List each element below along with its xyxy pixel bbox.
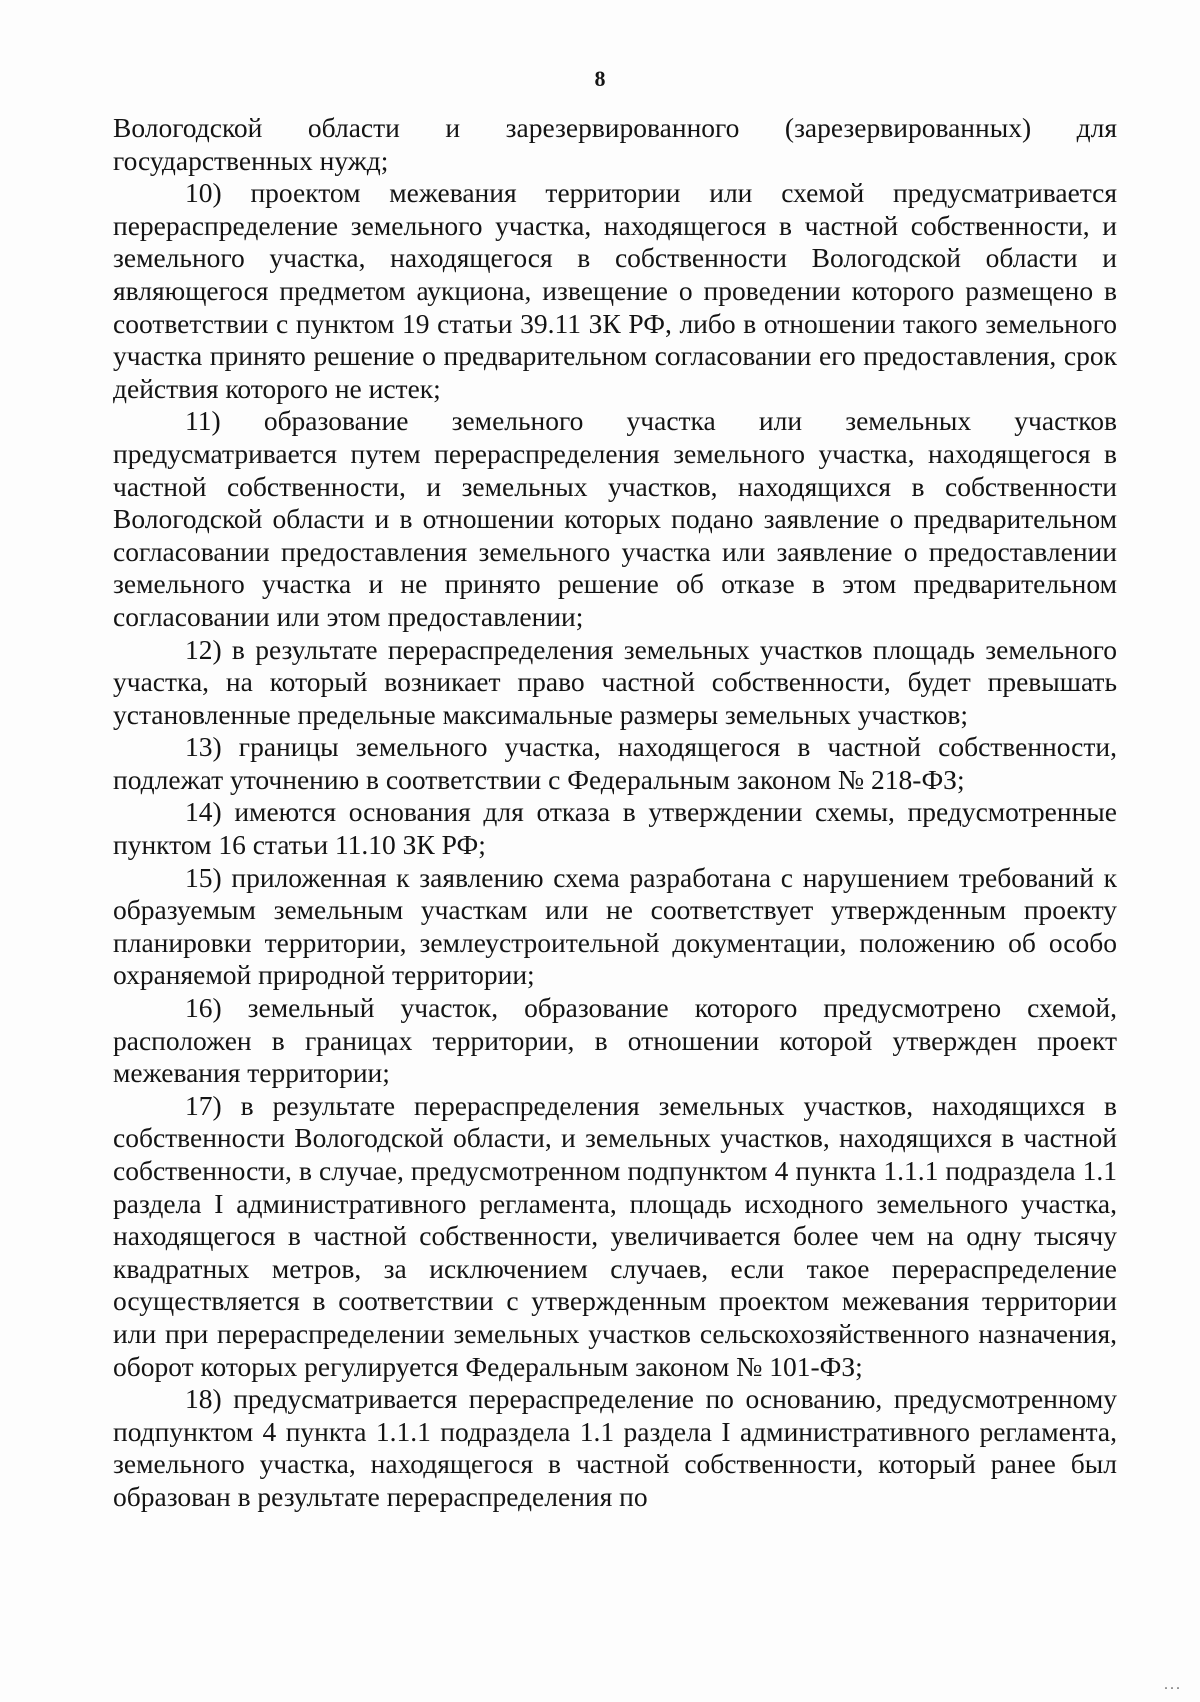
paragraph-item-11: 11) образование земельного участка или земельных участков предусматривается путем перераспределения земельного участка, находящегося в частной собственности, и земельных участков, находящихся в собственности Вологодской области и в отношении которых подано заявление о предварительном согласовании предоставления земельного участка или заявление о предоставлении земельного участка и не принято решение об отказе в этом предварительном согласовании или этом предоставлении; — [113, 405, 1117, 632]
page-number: 8 — [594, 66, 606, 91]
paragraph-item-17: 17) в результате перераспределения земельных участков, находящихся в собственности Вологодской области, и земельных участков, находящихся в частной собственности, в случае, предусмотренном подпунктом 4 пункта 1.1.1 подраздела 1.1 раздела I административного регламента, площадь исходного земельного участка, находящегося в частной собственности, увеличивается более чем на одну тысячу квадратных метров, за исключением случаев, если такое перераспределение осуществляется в соответствии с утвержденным проектом межевания территории или при перераспределении земельных участков сельскохозяйственного назначения, оборот которых регулируется Федеральным законом № 101-ФЗ; — [113, 1089, 1117, 1382]
paragraph-item-15: 15) приложенная к заявлению схема разработана с нарушением требований к образуемым земельным участкам или не соответствует утвержденным проекту планировки территории, землеустроительной документации, положению об особо охраняемой природной территории; — [113, 861, 1117, 991]
paragraph-item-18: 18) предусматривается перераспределение по основанию, предусмотренному подпунктом 4 пункта 1.1.1 подраздела 1.1 раздела I административного регламента, земельного участка, находящегося в частной собственности, который ранее был образован в результате перераспределения по — [113, 1383, 1117, 1512]
paragraph-item-12: 12) в результате перераспределения земельных участков площадь земельного участка, на который возникает право частной собственности, будет превышать установленные предельные максимальные размеры земельных участков; — [113, 633, 1117, 730]
paragraph-continuation: Вологодской области и зарезервированного (зарезервированных) для государственных нужд; — [113, 112, 1117, 176]
paragraph-item-10: 10) проектом межевания территории или схемой предусматривается перераспределение земельного участка, находящегося в частной собственности, и земельного участка, находящегося в собственности Вологодской области и являющегося предметом аукциона, извещение о проведении которого размещено в соответствии с пунктом 19 статьи 39.11 ЗК РФ, либо в отношении такого земельного участка принято решение о предварительном согласовании его предоставления, срок действия которого не истек; — [113, 177, 1117, 404]
paragraph-item-16: 16) земельный участок, образование которого предусмотрено схемой, расположен в границах территории, в отношении которой утвержден проект межевания территории; — [113, 992, 1117, 1089]
page-edge-mark: ... — [1164, 1676, 1182, 1693]
document-body — [113, 112, 1117, 1514]
paragraph-item-13: 13) границы земельного участка, находящегося в частной собственности, подлежат уточнению в соответствии с Федеральным законом № 218-ФЗ; — [113, 731, 1117, 795]
paragraph-item-14: 14) имеются основания для отказа в утверждении схемы, предусмотренные пунктом 16 статьи 11.10 ЗК РФ; — [113, 796, 1117, 861]
